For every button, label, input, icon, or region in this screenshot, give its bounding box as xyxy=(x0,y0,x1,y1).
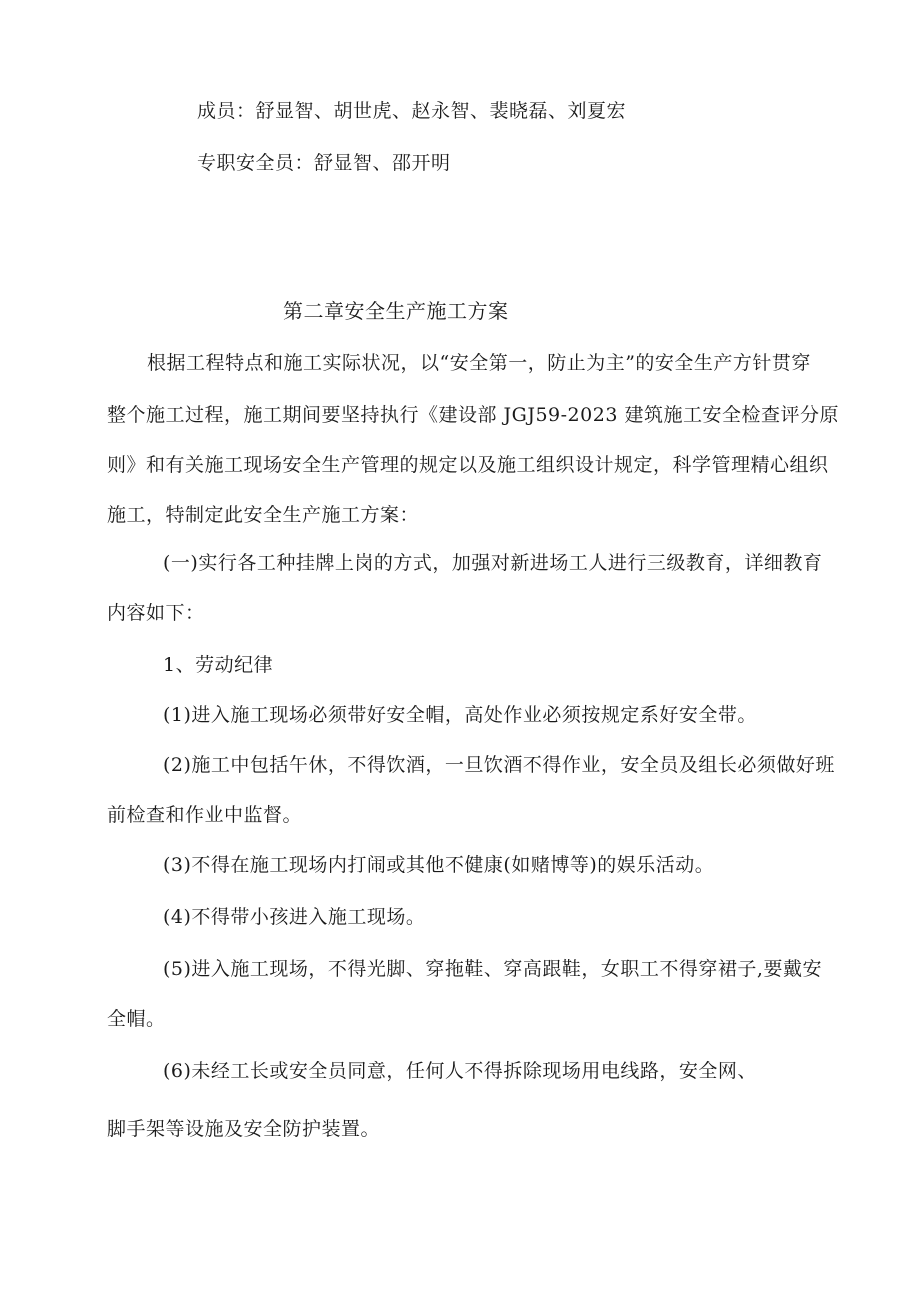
paragraph-line: 则》和有关施工现场安全生产管理的规定以及施工组织设计规定，科学管理精心组织 xyxy=(107,454,829,476)
safety-officer-line xyxy=(197,151,451,175)
rule-6-continuation: 脚手架等设施及安全防护装置。 xyxy=(107,1118,381,1140)
subsection-title: 1、劳动纪律 xyxy=(163,654,274,676)
paragraph-line: 根据工程特点和施工实际状况，以“安全第一，防止为主”的安全生产方针贯穿 xyxy=(147,352,811,374)
members-line xyxy=(197,99,626,123)
rule-4: (4)不得带小孩进入施工现场。 xyxy=(163,906,426,928)
rule-2: (2)施工中包括午休，不得饮酒，一旦饮酒不得作业，安全员及组长必须做好班 xyxy=(163,754,835,776)
paragraph-line: 施工，特制定此安全生产施工方案： xyxy=(107,504,420,526)
safety-officer-label: 专职安全员： xyxy=(197,152,315,174)
rule-1: (1)进入施工现场必须带好安全帽，高处作业必须按规定系好安全带。 xyxy=(163,704,757,726)
rule-2-continuation: 前检查和作业中监督。 xyxy=(107,804,303,826)
paragraph-line: 内容如下： xyxy=(107,602,205,624)
rule-5: (5)进入施工现场，不得光脚、穿拖鞋、穿高跟鞋，女职工不得穿裙子,要戴安 xyxy=(163,958,822,980)
paragraph-line: (一)实行各工种挂牌上岗的方式，加强对新进场工人进行三级教育，详细教育 xyxy=(163,552,823,574)
members-label: 成员： xyxy=(197,100,256,122)
safety-officer-names: 舒显智、邵开明 xyxy=(314,152,451,174)
rule-3: (3)不得在施工现场内打闹或其他不健康(如赌博等)的娱乐活动。 xyxy=(163,854,715,876)
paragraph-line: 整个施工过程，施工期间要坚持执行《建设部 JGJ59-2023 建筑施工安全检查评分原 xyxy=(107,404,839,426)
rule-5-continuation: 全帽。 xyxy=(107,1008,166,1030)
members-names: 舒显智、胡世虎、赵永智、裴晓磊、刘夏宏 xyxy=(255,100,627,122)
rule-6: (6)未经工长或安全员同意，任何人不得拆除现场用电线路，安全网、 xyxy=(163,1060,757,1082)
chapter-title: 第二章安全生产施工方案 xyxy=(283,299,509,323)
